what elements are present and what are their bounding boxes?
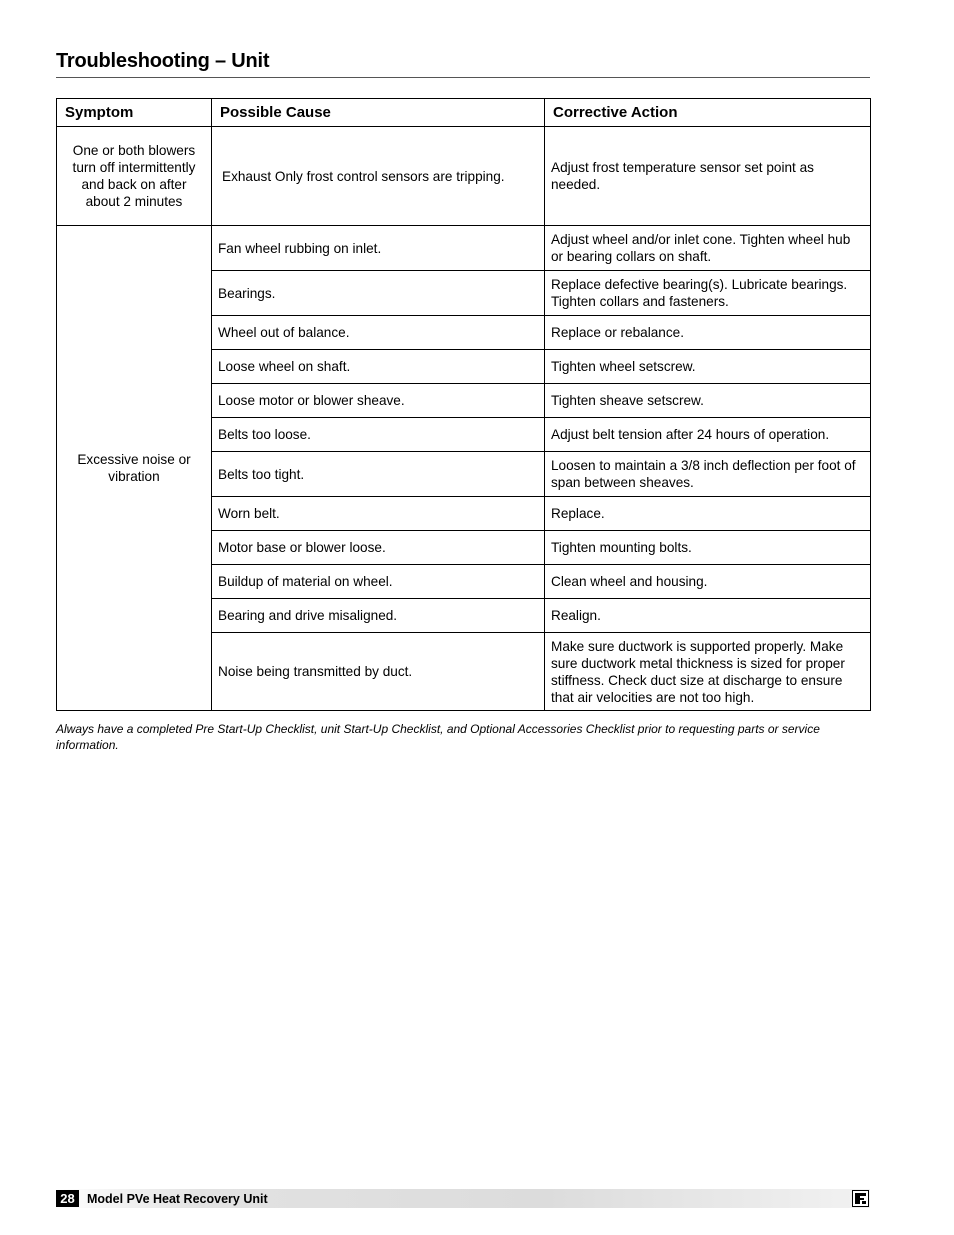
action-cell: Realign.: [545, 599, 871, 633]
cause-cell: Belts too tight.: [212, 452, 545, 497]
troubleshooting-table: [56, 98, 871, 711]
action-cell: Adjust frost temperature sensor set point as needed.: [545, 127, 871, 226]
cause-cell: Worn belt.: [212, 497, 545, 531]
cause-cell: Wheel out of balance.: [212, 316, 545, 350]
cause-cell: Exhaust Only frost control sensors are tripping.: [212, 127, 545, 226]
column-header-corrective-action: Corrective Action: [545, 99, 871, 127]
cause-cell: Loose wheel on shaft.: [212, 350, 545, 384]
action-cell: Make sure ductwork is supported properly. Make sure ductwork metal thickness is sized for proper stiffness. Check duct size at discharge to ensure that air velocities are not too high.: [545, 633, 871, 711]
cause-cell: Noise being transmitted by duct.: [212, 633, 545, 711]
action-cell: Tighten wheel setscrew.: [545, 350, 871, 384]
action-cell: Loosen to maintain a 3/8 inch deflection per foot of span between sheaves.: [545, 452, 871, 497]
action-cell: Replace or rebalance.: [545, 316, 871, 350]
footer-model-name: Model PVe Heat Recovery Unit: [87, 1192, 268, 1206]
action-cell: Adjust belt tension after 24 hours of operation.: [545, 418, 871, 452]
action-cell: Adjust wheel and/or inlet cone. Tighten wheel hub or bearing collars on shaft.: [545, 226, 871, 271]
symptom-cell: One or both blowers turn off intermittently and back on after about 2 minutes: [57, 127, 212, 226]
column-header-possible-cause: Possible Cause: [212, 99, 545, 127]
cause-cell: Bearings.: [212, 271, 545, 316]
action-cell: Tighten mounting bolts.: [545, 531, 871, 565]
action-cell: Tighten sheave setscrew.: [545, 384, 871, 418]
cause-cell: Buildup of material on wheel.: [212, 565, 545, 599]
action-cell: Replace defective bearing(s). Lubricate bearings. Tighten collars and fasteners.: [545, 271, 871, 316]
title-divider: [56, 77, 870, 78]
table-row: [57, 226, 871, 271]
column-header-symptom: Symptom: [57, 99, 212, 127]
table-header-row: [57, 99, 871, 127]
cause-cell: Loose motor or blower sheave.: [212, 384, 545, 418]
symptom-cell: Excessive noise or vibration: [57, 226, 212, 711]
action-cell: Replace.: [545, 497, 871, 531]
cause-cell: Motor base or blower loose.: [212, 531, 545, 565]
cause-cell: Fan wheel rubbing on inlet.: [212, 226, 545, 271]
page-footer: [56, 1189, 870, 1208]
action-cell: Clean wheel and housing.: [545, 565, 871, 599]
table-row: [57, 127, 871, 226]
page-number: 28: [56, 1190, 79, 1207]
checklist-note: Always have a completed Pre Start-Up Checklist, unit Start-Up Checklist, and Optional Accessories Checklist prior to requesting parts or service information.: [56, 722, 820, 752]
cause-cell: Belts too loose.: [212, 418, 545, 452]
page-title: Troubleshooting – Unit: [56, 50, 270, 72]
greenheck-logo-icon: [852, 1190, 870, 1207]
cause-cell: Bearing and drive misaligned.: [212, 599, 545, 633]
